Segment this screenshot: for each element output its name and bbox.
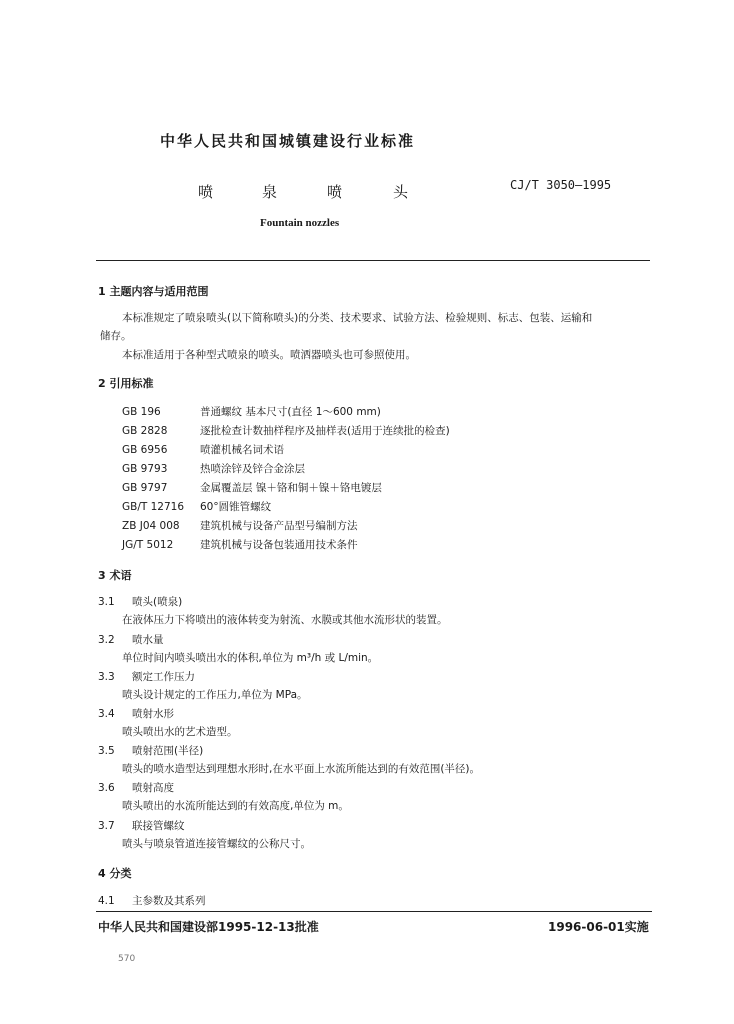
reference-code: GB 9797 [122, 482, 168, 494]
term-definition: 喷头喷出的水流所能达到的有效高度,单位为 m。 [122, 800, 349, 812]
term-number: 3.6 [98, 782, 115, 794]
header-divider [96, 260, 650, 261]
reference-title: 普通螺纹 基本尺寸(直径 1～600 mm) [200, 406, 381, 418]
reference-title: 热喷涂锌及锌合金涂层 [200, 463, 305, 475]
effective-date: 1996-06-01实施 [548, 920, 649, 934]
term-name: 喷头(喷泉) [132, 596, 183, 608]
doc-title-char-3: 喷 [327, 183, 343, 201]
footer-divider [96, 911, 652, 912]
term-name: 喷射水形 [132, 708, 174, 720]
reference-code: GB 9793 [122, 463, 168, 475]
reference-title: 喷灌机械名词术语 [200, 444, 284, 456]
reference-title: 60°圆锥管螺纹 [200, 501, 272, 513]
term-heading [98, 594, 182, 609]
reference-code: ZB J04 008 [122, 520, 180, 532]
doc-code: CJ/T 3050—1995 [510, 178, 612, 192]
term-number: 3.5 [98, 745, 115, 757]
term-definition: 喷头的喷水造型达到理想水形时,在水平面上水流所能达到的有效范围(半径)。 [122, 763, 481, 775]
section-4-heading: 4 分类 [98, 867, 132, 880]
reference-code: GB 196 [122, 406, 161, 418]
term-name: 喷射高度 [132, 782, 174, 794]
term-definition: 单位时间内喷头喷出水的体积,单位为 m³/h 或 L/min。 [122, 652, 379, 664]
term-number: 3.2 [98, 634, 115, 646]
term-number: 3.4 [98, 708, 115, 720]
reference-title: 建筑机械与设备包装通用技术条件 [200, 539, 358, 551]
term-definition: 在液体压力下将喷出的液体转变为射流、水膜或其他水流形状的装置。 [122, 614, 448, 626]
reference-item [122, 518, 358, 533]
subsection-number: 4.1 [98, 895, 115, 907]
term-name: 喷水量 [132, 634, 164, 646]
doc-title-char-2: 泉 [262, 183, 278, 201]
term-heading [98, 780, 174, 795]
reference-item [122, 461, 305, 476]
section-1-para-1-line-1: 本标准规定了喷泉喷头(以下简称喷头)的分类、技术要求、试验方法、检验规则、标志、包装、运输和 [122, 312, 593, 324]
issuer-title: 中华人民共和国城镇建设行业标准 [160, 132, 416, 150]
term-heading [98, 706, 174, 721]
term-heading [98, 669, 195, 684]
section-2-heading: 2 引用标准 [98, 377, 154, 390]
term-number: 3.7 [98, 820, 115, 832]
reference-item [122, 480, 382, 495]
reference-title: 金属覆盖层 镍＋铬和铜＋镍＋铬电镀层 [200, 482, 382, 494]
term-number: 3.3 [98, 671, 115, 683]
section-3-heading: 3 术语 [98, 569, 132, 582]
approval-line: 中华人民共和国建设部1995-12-13批准 [98, 920, 319, 934]
section-1-para-1-line-2: 储存。 [100, 330, 132, 342]
term-heading [98, 632, 164, 647]
reference-item [122, 499, 271, 514]
term-name: 喷射范围(半径) [132, 745, 204, 757]
doc-title-char-1: 喷 [198, 183, 214, 201]
section-1-para-2: 本标准适用于各种型式喷泉的喷头。喷洒器喷头也可参照使用。 [122, 349, 416, 361]
subsection-title: 主参数及其系列 [132, 895, 206, 907]
doc-title-char-4: 头 [393, 183, 409, 201]
section-1-heading: 1 主题内容与适用范围 [98, 285, 209, 298]
term-definition: 喷头与喷泉管道连接管螺纹的公称尺寸。 [122, 838, 311, 850]
reference-item [122, 442, 284, 457]
reference-item [122, 537, 358, 552]
reference-code: JG/T 5012 [122, 539, 174, 551]
reference-code: GB 2828 [122, 425, 168, 437]
term-number: 3.1 [98, 596, 115, 608]
english-title: Fountain nozzles [260, 217, 340, 229]
reference-title: 逐批检查计数抽样程序及抽样表(适用于连续批的检查) [200, 425, 450, 437]
reference-item [122, 423, 450, 438]
term-heading [98, 743, 203, 758]
term-name: 额定工作压力 [132, 671, 195, 683]
term-heading [98, 818, 185, 833]
reference-title: 建筑机械与设备产品型号编制方法 [200, 520, 358, 532]
page-number: 570 [118, 954, 136, 964]
reference-item [122, 404, 381, 419]
term-definition: 喷头设计规定的工作压力,单位为 MPa。 [122, 689, 308, 701]
subsection-heading [98, 893, 206, 908]
reference-code: GB 6956 [122, 444, 168, 456]
term-definition: 喷头喷出水的艺术造型。 [122, 726, 238, 738]
reference-code: GB/T 12716 [122, 501, 185, 513]
term-name: 联接管螺纹 [132, 820, 185, 832]
